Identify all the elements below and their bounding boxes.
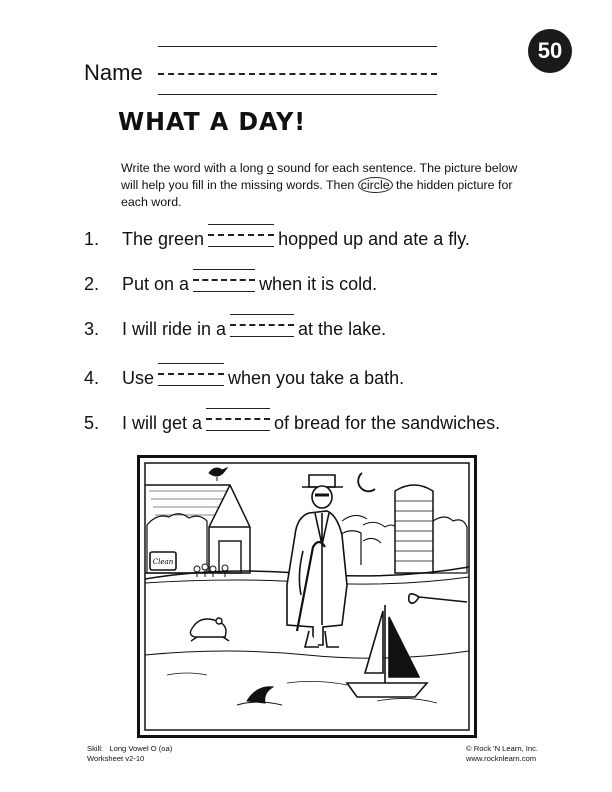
skill-label: Skill: <box>87 744 104 753</box>
instructions-vowel: o <box>266 161 274 175</box>
question-text: Use <box>122 368 155 388</box>
question-3 <box>84 319 386 340</box>
question-text: I will get a <box>122 413 203 433</box>
footer-copyright <box>466 744 576 764</box>
answer-blank[interactable] <box>193 274 255 292</box>
question-text: of bread for the sandwiches. <box>274 413 501 433</box>
question-5 <box>84 413 500 434</box>
sign-text: Clean <box>152 558 174 566</box>
question-text: at the lake. <box>298 319 387 339</box>
name-midline <box>158 73 437 75</box>
silo <box>395 485 433 573</box>
hidden-picture-scene[interactable] <box>137 455 477 738</box>
worksheet-title: WHAT A DAY! <box>118 107 307 136</box>
answer-blank[interactable] <box>208 229 274 247</box>
skill-value: Long Vowel O (oa) <box>109 744 173 753</box>
name-baseline[interactable] <box>158 94 437 95</box>
question-text: The green <box>122 229 205 249</box>
instructions-circle-word: circle <box>358 177 393 193</box>
question-4 <box>84 368 404 389</box>
answer-blank[interactable] <box>158 368 224 386</box>
question-text: I will ride in a <box>122 319 227 339</box>
name-top-line <box>158 46 437 47</box>
question-2 <box>84 274 377 295</box>
instructions <box>121 160 521 211</box>
question-text: Put on a <box>122 274 190 294</box>
question-number: 2. <box>84 274 100 294</box>
question-number: 1. <box>84 229 100 249</box>
worksheet-number-badge: 50 <box>528 29 572 73</box>
footer-skill <box>87 744 287 764</box>
question-text: when it is cold. <box>259 274 378 294</box>
question-number: 5. <box>84 413 100 433</box>
worksheet-id: Worksheet v2-10 <box>87 754 145 763</box>
name-label: Name <box>84 60 143 85</box>
instructions-text: sound for each sentence. The picture below will help you fill in the missing words. Then <box>121 161 518 192</box>
answer-blank[interactable] <box>206 413 270 431</box>
question-text: when you take a bath. <box>228 368 405 388</box>
instructions-text: Write the word with a long <box>121 161 267 175</box>
instructions-text: the hidden picture for each word. <box>121 178 513 209</box>
website-link[interactable]: www.rocknlearn.com <box>466 754 537 763</box>
question-number: 3. <box>84 319 100 339</box>
question-number: 4. <box>84 368 100 388</box>
copyright-text: © Rock 'N Learn, Inc. <box>466 744 539 753</box>
answer-blank[interactable] <box>230 319 294 337</box>
question-text: hopped up and ate a fly. <box>278 229 470 249</box>
question-1 <box>84 229 470 250</box>
